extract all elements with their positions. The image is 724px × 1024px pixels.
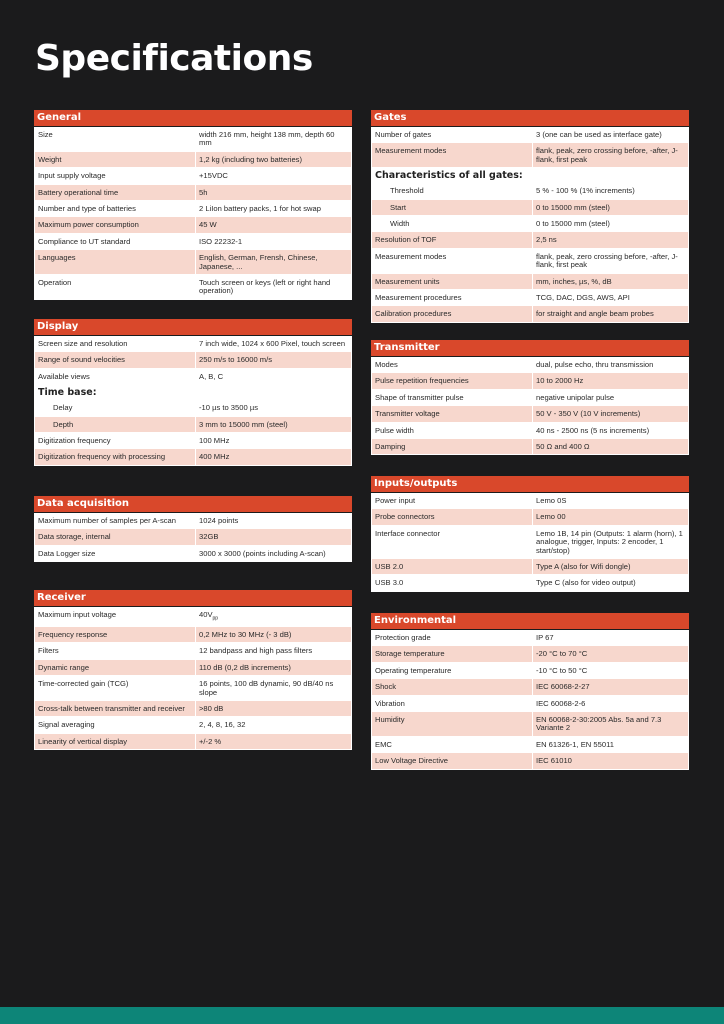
table-row	[372, 679, 688, 694]
table-row	[372, 357, 688, 372]
spec-label: Start	[372, 200, 532, 215]
spec-value	[533, 493, 688, 508]
table-row	[35, 185, 351, 200]
table-row	[372, 439, 688, 454]
spec-value	[196, 433, 351, 448]
spec-value-text: 1,2 kg (including two batteries)	[199, 154, 302, 164]
spec-value	[196, 627, 351, 642]
spec-value-text: 3000 x 3000 (points including A-scan)	[199, 548, 326, 558]
spec-value	[196, 127, 351, 151]
spec-value	[533, 575, 688, 590]
table-row	[372, 143, 688, 167]
spec-value-text: 40 ns - 2500 ns (5 ns increments)	[536, 425, 650, 435]
spec-value-text: EN 60068-2-30:2005 Abs. 5a and 7.3 Variante 2	[536, 715, 662, 733]
spec-label: Threshold	[372, 183, 532, 198]
spec-label: Operating temperature	[372, 663, 532, 678]
spec-value-text: 32GB	[199, 532, 219, 542]
spec-value-text: +15VDC	[199, 171, 228, 181]
spec-value	[533, 753, 688, 768]
spec-label: Available views	[35, 369, 195, 384]
spec-value-text: English, German, Frensh, Chinese, Japanese, ...	[199, 253, 318, 271]
spec-value	[533, 696, 688, 711]
table-row	[35, 643, 351, 658]
spec-value	[196, 513, 351, 528]
spec-label: Signal averaging	[35, 717, 195, 732]
spec-value	[533, 200, 688, 215]
spec-value-text: 7 inch wide, 1024 x 600 Pixel, touch screen	[199, 339, 346, 348]
table-row	[35, 433, 351, 448]
spec-value	[533, 357, 688, 372]
spec-value	[533, 232, 688, 247]
spec-value-text: 40V	[199, 610, 213, 619]
spec-label: Data Logger size	[35, 546, 195, 561]
spec-value	[196, 185, 351, 200]
subheading-characteristics: Characteristics of all gates:	[372, 167, 688, 182]
spec-label: Maximum power consumption	[35, 217, 195, 232]
table-row	[372, 526, 688, 558]
spec-value	[533, 127, 688, 142]
spec-value-text: flank, peak, zero crossing before, -after, J-flank, first peak	[536, 251, 678, 270]
spec-value-text: 10 to 2000 Hz	[536, 376, 584, 386]
spec-label: Resolution of TOF	[372, 232, 532, 247]
section-gates	[371, 110, 689, 323]
spec-value-text: Lemo 00	[536, 512, 566, 522]
table-row	[35, 336, 351, 351]
footer-bar	[0, 1007, 724, 1024]
spec-value	[196, 201, 351, 216]
spec-value	[533, 216, 688, 231]
spec-label: Compliance to UT standard	[35, 234, 195, 249]
section-header: Gates	[371, 110, 689, 126]
spec-value-text: 3 mm to 15000 mm (steel)	[199, 419, 288, 429]
spec-value-text: 250 m/s to 16000 m/s	[199, 355, 273, 365]
spec-value	[533, 526, 688, 558]
spec-value-text: 0 to 15000 mm (steel)	[536, 202, 610, 212]
spec-value-text: 45 W	[199, 220, 217, 230]
subheading-time-base: Time base:	[35, 384, 351, 399]
table-row	[35, 234, 351, 249]
table-row	[372, 559, 688, 574]
table-row	[35, 127, 351, 151]
spec-label: Operation	[35, 275, 195, 299]
table-row	[35, 152, 351, 167]
spec-value	[533, 679, 688, 694]
table-row	[372, 216, 688, 231]
table-row	[372, 696, 688, 711]
spec-value-text: negative unipolar pulse	[536, 392, 615, 402]
table-row	[372, 753, 688, 768]
table-row	[372, 493, 688, 508]
table-row	[372, 712, 688, 736]
spec-value-text: -10 °C to 50 °C	[536, 665, 588, 675]
spec-value-text: -20 °C to 70 °C	[536, 649, 588, 659]
spec-label: Weight	[35, 152, 195, 167]
spec-value-text: 1024 points	[199, 516, 239, 525]
spec-value-text: 50 V - 350 V (10 V increments)	[536, 409, 641, 419]
spec-value	[196, 449, 351, 464]
spec-label: Digitization frequency with processing	[35, 449, 195, 464]
spec-label: Transmitter voltage	[372, 406, 532, 421]
spec-value	[196, 660, 351, 675]
spec-value-text: +/-2 %	[199, 736, 222, 746]
spec-label: Storage temperature	[372, 646, 532, 661]
spec-value	[533, 663, 688, 678]
table-row	[372, 249, 688, 273]
spec-value-text: Lemo 1B, 14 pin (Outputs: 1 alarm (horn), 1 analogue, trigger, Inputs: 2 encoder, 1 start/stop)	[536, 528, 683, 555]
spec-label: Maximum input voltage	[35, 607, 195, 626]
section-header: Environmental	[371, 613, 689, 629]
table-row	[35, 660, 351, 675]
spec-label: Dynamic range	[35, 660, 195, 675]
table-row	[35, 168, 351, 183]
spec-value-text: flank, peak, zero crossing before, -after, J-flank, first peak	[536, 146, 678, 164]
spec-value	[533, 712, 688, 736]
spec-value-text: ISO 22232-1	[199, 236, 243, 246]
spec-label: Pulse width	[372, 423, 532, 438]
spec-label: Cross-talk between transmitter and receiver	[35, 701, 195, 716]
spec-label: Power input	[372, 493, 532, 508]
table-row	[372, 290, 688, 305]
section-inputs-outputs	[371, 476, 689, 592]
spec-label: Input supply voltage	[35, 168, 195, 183]
table-row	[35, 417, 351, 432]
spec-value	[196, 369, 351, 384]
spec-value-text: A, B, C	[199, 371, 224, 381]
spec-value	[533, 406, 688, 421]
section-general	[34, 110, 352, 300]
spec-label: Languages	[35, 250, 195, 274]
spec-label: Linearity of vertical display	[35, 734, 195, 749]
spec-value-text: EN 61326-1, EN 55011	[536, 739, 614, 749]
spec-value-text: 2, 4, 8, 16, 32	[199, 720, 246, 730]
spec-label: Shape of transmitter pulse	[372, 390, 532, 405]
spec-label: Probe connectors	[372, 509, 532, 524]
table-row	[35, 513, 351, 528]
spec-value	[196, 168, 351, 183]
table-row	[35, 201, 351, 216]
spec-value-text: mm, inches, µs, %, dB	[536, 276, 612, 286]
section-header: Inputs/outputs	[371, 476, 689, 492]
spec-value-text: 0,2 MHz to 30 MHz (- 3 dB)	[199, 629, 292, 639]
table-row	[372, 274, 688, 289]
spec-value	[196, 717, 351, 732]
spec-label: Battery operational time	[35, 185, 195, 200]
spec-value-text: TCG, DAC, DGS, AWS, API	[536, 293, 630, 303]
spec-value	[196, 417, 351, 432]
spec-value	[196, 734, 351, 749]
table-row	[35, 369, 351, 384]
table-row	[372, 232, 688, 247]
table-row	[35, 250, 351, 274]
spec-label: Width	[372, 216, 532, 231]
spec-label: Calibration procedures	[372, 306, 532, 321]
table-row	[372, 423, 688, 438]
table-row	[35, 400, 351, 415]
section-header: Transmitter	[371, 340, 689, 356]
spec-value-text: Type C (also for video output)	[536, 578, 636, 588]
table-row	[35, 734, 351, 749]
spec-label: Measurement procedures	[372, 290, 532, 305]
spec-value-text: Lemo 0S	[536, 496, 567, 505]
spec-value	[196, 701, 351, 716]
table-row	[372, 509, 688, 524]
spec-value-text: 3 (one can be used as interface gate)	[536, 130, 662, 139]
spec-label: Time-corrected gain (TCG)	[35, 676, 195, 700]
spec-value	[533, 373, 688, 388]
table-row	[372, 406, 688, 421]
table-row	[35, 676, 351, 700]
table-row	[372, 200, 688, 215]
section-header: Data acquisition	[34, 496, 352, 512]
table-row	[35, 701, 351, 716]
table-row	[35, 352, 351, 367]
table-row	[35, 607, 351, 626]
spec-value	[196, 152, 351, 167]
spec-value-text: 12 bandpass and high pass filters	[199, 646, 313, 656]
spec-label: Size	[35, 127, 195, 151]
spec-value-text: IEC 60068-2-27	[536, 682, 590, 692]
spec-label: Number of gates	[372, 127, 532, 142]
spec-label: Modes	[372, 357, 532, 372]
spec-label: Maximum number of samples per A-scan	[35, 513, 195, 528]
section-receiver	[34, 590, 352, 750]
table-row	[372, 373, 688, 388]
spec-value-text: 5h	[199, 187, 208, 197]
spec-value	[533, 249, 688, 273]
table-row	[35, 275, 351, 299]
section-header: General	[34, 110, 352, 126]
spec-label: Vibration	[372, 696, 532, 711]
spec-value	[533, 183, 688, 198]
spec-value	[196, 234, 351, 249]
spec-label: Delay	[35, 400, 195, 415]
spec-value	[533, 306, 688, 321]
table-row	[372, 663, 688, 678]
spec-value-text: Touch screen or keys (left or right hand operation)	[199, 278, 331, 296]
spec-value	[196, 529, 351, 544]
table-row	[35, 217, 351, 232]
page-title: Specifications	[35, 38, 313, 79]
spec-value	[196, 250, 351, 274]
spec-value	[196, 217, 351, 232]
spec-label: Frequency response	[35, 627, 195, 642]
spec-value	[533, 423, 688, 438]
spec-label: EMC	[372, 737, 532, 752]
spec-value-text: -10 µs to 3500 µs	[199, 403, 258, 413]
spec-value-text: IEC 61010	[536, 756, 572, 766]
spec-label: Low Voltage Directive	[372, 753, 532, 768]
spec-value	[196, 676, 351, 700]
table-row	[35, 529, 351, 544]
spec-label: Digitization frequency	[35, 433, 195, 448]
spec-value-text: 50 Ω and 400 Ω	[536, 442, 590, 452]
section-environmental	[371, 613, 689, 770]
spec-label: Range of sound velocities	[35, 352, 195, 367]
spec-label: Data storage, internal	[35, 529, 195, 544]
spec-value-text: for straight and angle beam probes	[536, 309, 654, 319]
spec-value-text: Type A (also for Wifi dongle)	[536, 562, 631, 572]
table-row	[372, 390, 688, 405]
spec-value	[196, 352, 351, 367]
spec-value-text: IEC 60068-2-6	[536, 698, 586, 708]
spec-value	[533, 439, 688, 454]
section-display	[34, 319, 352, 466]
spec-value-text: 100 MHz	[199, 436, 230, 446]
spec-value	[533, 737, 688, 752]
spec-value	[533, 390, 688, 405]
table-row	[35, 717, 351, 732]
spec-value	[196, 400, 351, 415]
spec-value-text: width 216 mm, height 138 mm, depth 60 mm	[199, 130, 335, 148]
spec-label: Measurement modes	[372, 143, 532, 167]
spec-value	[533, 630, 688, 645]
spec-label: Depth	[35, 417, 195, 432]
spec-label: Damping	[372, 439, 532, 454]
spec-value-text: 5 % - 100 % (1% increments)	[536, 186, 635, 196]
spec-value	[196, 643, 351, 658]
table-row	[372, 737, 688, 752]
spec-value	[196, 336, 351, 351]
spec-value-text: >80 dB	[199, 703, 224, 713]
section-header: Receiver	[34, 590, 352, 606]
spec-label: Shock	[372, 679, 532, 694]
spec-label: Screen size and resolution	[35, 336, 195, 351]
spec-label: Measurement units	[372, 274, 532, 289]
spec-value	[533, 274, 688, 289]
spec-label: Interface connector	[372, 526, 532, 558]
spec-value-text: 0 to 15000 mm (steel)	[536, 219, 610, 229]
spec-label: USB 3.0	[372, 575, 532, 590]
table-row	[372, 575, 688, 590]
table-row	[372, 183, 688, 198]
table-row	[35, 627, 351, 642]
table-row	[372, 306, 688, 321]
spec-label: Humidity	[372, 712, 532, 736]
spec-label: Pulse repetition frequencies	[372, 373, 532, 388]
section-data-acquisition	[34, 496, 352, 562]
table-row	[372, 630, 688, 645]
spec-value-text: 16 points, 100 dB dynamic, 90 dB/40 ns slope	[199, 679, 334, 697]
spec-label: Measurement modes	[372, 249, 532, 273]
section-transmitter	[371, 340, 689, 455]
spec-value-text: 400 MHz	[199, 452, 230, 462]
spec-value	[533, 509, 688, 524]
spec-value-text: IP 67	[536, 633, 554, 642]
spec-value-text: 2,5 ns	[536, 235, 557, 245]
table-row	[35, 546, 351, 561]
spec-value	[196, 546, 351, 561]
table-row	[372, 646, 688, 661]
spec-value-text: dual, pulse echo, thru transmission	[536, 360, 654, 369]
spec-label: Filters	[35, 643, 195, 658]
spec-label: Protection grade	[372, 630, 532, 645]
spec-value	[533, 143, 688, 167]
spec-label: Number and type of batteries	[35, 201, 195, 216]
section-header: Display	[34, 319, 352, 335]
spec-value	[533, 290, 688, 305]
spec-value-text: 110 dB (0,2 dB increments)	[199, 662, 291, 672]
spec-value	[196, 275, 351, 299]
spec-value-subscript: pp	[212, 615, 219, 622]
spec-label: USB 2.0	[372, 559, 532, 574]
spec-value	[196, 607, 351, 626]
table-row	[372, 127, 688, 142]
spec-value	[533, 559, 688, 574]
spec-value	[533, 646, 688, 661]
spec-value-text: 2 LiIon battery packs, 1 for hot swap	[199, 204, 321, 214]
table-row	[35, 449, 351, 464]
